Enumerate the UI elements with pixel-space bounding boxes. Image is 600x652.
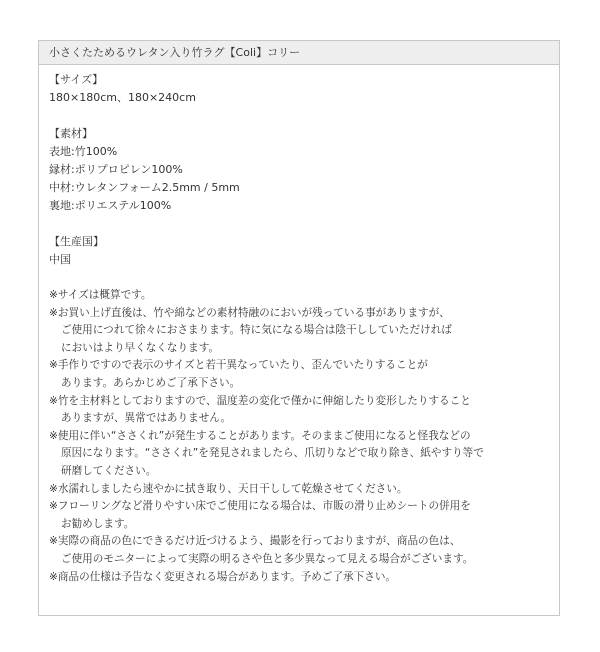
note-text: ※商品の仕様は予告なく変更される場合があります。予めご了承下さい。 [49, 570, 397, 583]
note-continuation: 原因になります。“ささくれ”を発見されましたら、爪切りなどで取り除き、紙やすり等で [61, 447, 484, 460]
note-continuation: においはより早くなくなります。 [61, 341, 220, 354]
note-continuation: 研磨してください。 [61, 464, 157, 477]
note-item [49, 498, 559, 533]
section-line: 表地:竹100% [49, 145, 118, 158]
section-line: 中材:ウレタンフォーム2.5mm / 5mm [49, 181, 240, 194]
spec-box [38, 40, 560, 616]
section-heading: 【生産国】 [49, 235, 104, 248]
note-continuation: あります。あらかじめご了承下さい。 [61, 376, 241, 389]
note-item [49, 533, 559, 568]
section-heading: 【素材】 [49, 127, 93, 140]
note-continuation: ありますが、異常ではありません。 [61, 412, 232, 425]
note-item [49, 481, 559, 499]
size-section [49, 71, 559, 107]
note-item [49, 305, 559, 358]
section-line: 裏地:ポリエステル100% [49, 199, 172, 212]
note-text: ※サイズは概算です。 [49, 289, 152, 301]
note-text: ※お買い上げ直後は、竹や綿などの素材特融のにおいが残っている事がありますが、 [49, 306, 450, 319]
spec-content [39, 65, 559, 586]
origin-section [49, 233, 559, 269]
note-continuation: ご使用のモニターによって実際の明るさや色と多少異なって見える場合がございます。 [61, 552, 474, 565]
section-heading: 【サイズ】 [49, 73, 104, 86]
note-text: ※使用に伴い“ささくれ”が発生することがあります。そのままご使用になると怪我などの [49, 429, 471, 442]
note-text: ※手作りですので表示のサイズと若干異なっていたり、歪んでいたりすることが [49, 359, 428, 372]
note-item [49, 569, 559, 587]
spec-title: 小さくたためるウレタン入り竹ラグ【Coli】コリー [39, 41, 559, 65]
note-continuation: お勧めします。 [61, 517, 135, 530]
note-item [49, 428, 559, 481]
note-item [49, 357, 559, 392]
section-line: 中国 [49, 253, 71, 266]
material-section [49, 125, 559, 215]
note-item [49, 287, 559, 305]
section-line: 180×180cm、180×240cm [49, 91, 196, 104]
note-text: ※フローリングなど滑りやすい床でご使用になる場合は、市販の滑り止めシートの併用を [49, 500, 471, 513]
note-text: ※竹を主材料としておりますので、温度差の変化で僅かに伸縮したり変形したりすること [49, 394, 471, 407]
notes-list [49, 287, 559, 586]
section-line: 縁材:ポリプロピレン100% [49, 163, 183, 176]
note-text: ※実際の商品の色にできるだけ近づけるよう、撮影を行っておりますが、商品の色は、 [49, 535, 461, 548]
note-continuation: ご使用につれて徐々におさまります。特に気になる場合は陰干ししていただければ [61, 324, 452, 337]
note-item [49, 393, 559, 428]
note-text: ※水濡れしましたら速やかに拭き取り、天日干しして乾燥させてください。 [49, 482, 408, 495]
